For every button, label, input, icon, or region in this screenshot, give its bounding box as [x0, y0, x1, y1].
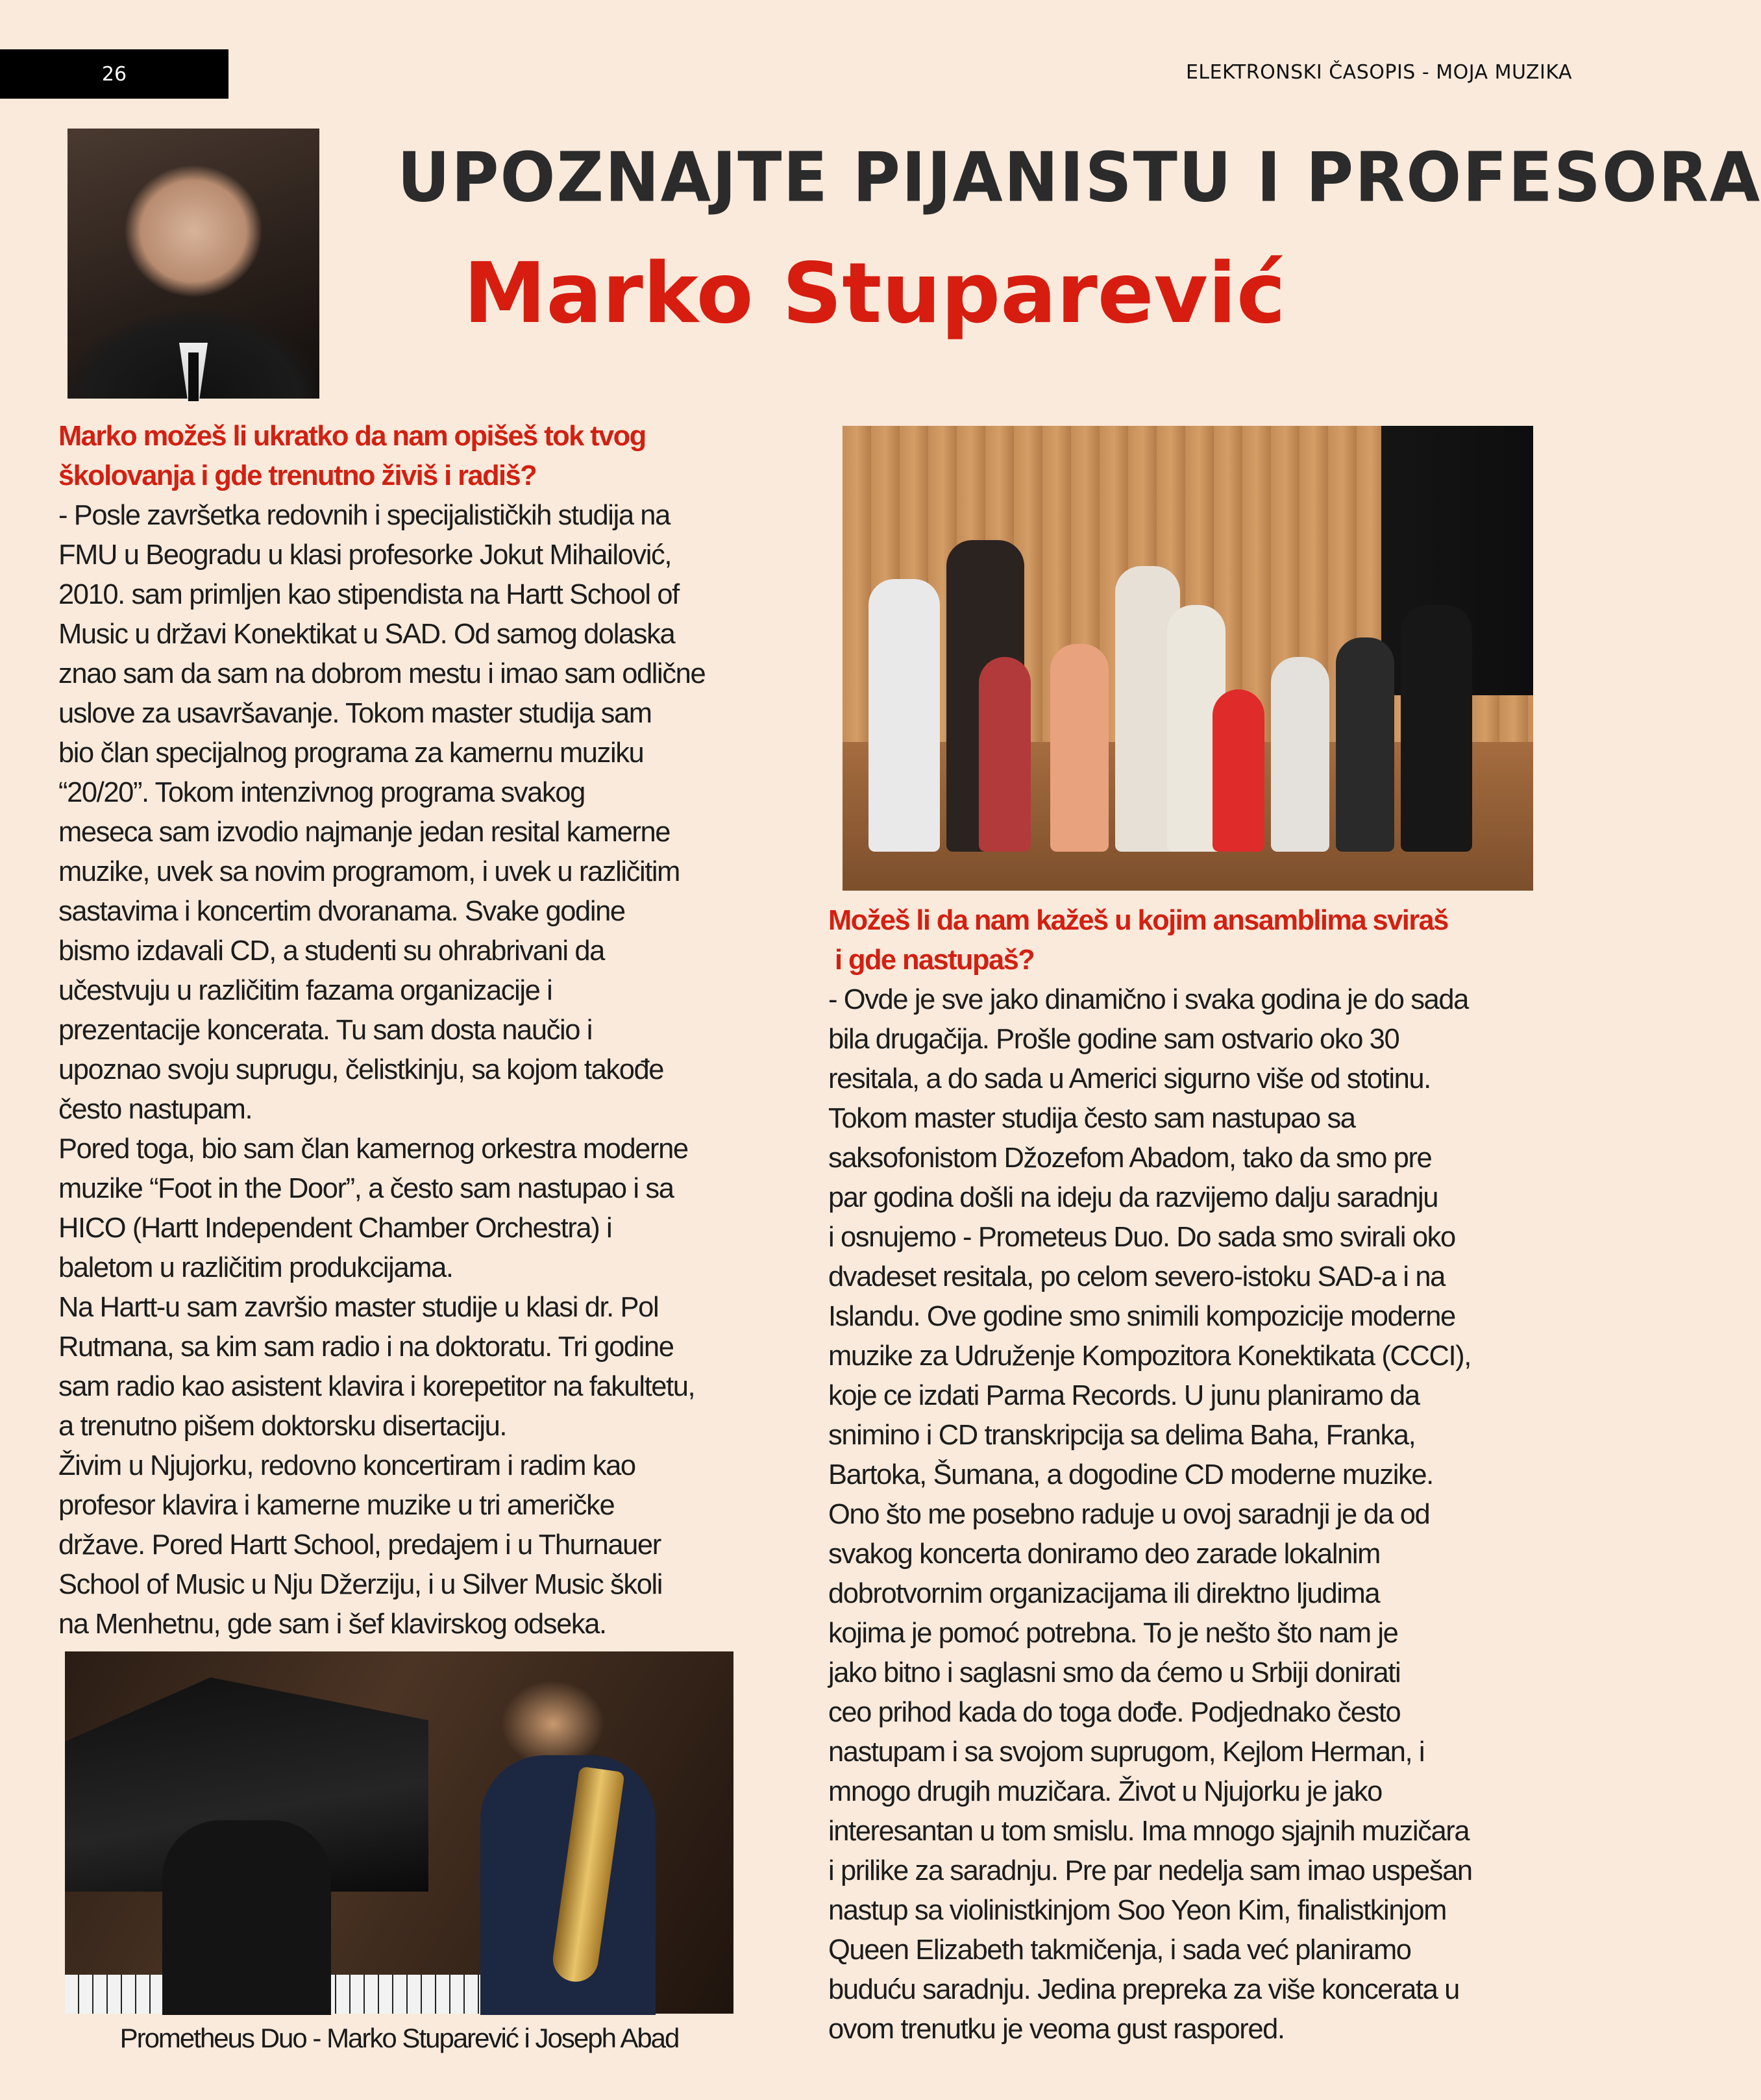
question-line: Marko možeš li ukratko da nam opišeš tok tvog — [58, 421, 646, 452]
answer-line: muzike za Udruženje Kompozitora Konektikata (CCCI), — [828, 1340, 1471, 1372]
answer-line: - Posle završetka redovnih i specijalističkih studija na — [58, 500, 670, 531]
answer-line: Bartoka, Šumana, a dogodine CD moderne muzike. — [828, 1459, 1433, 1490]
answer-line: ovom trenutku je veoma gust raspored. — [828, 2014, 1285, 2045]
question-line: i gde nastupaš? — [835, 945, 1035, 976]
question-education — [58, 417, 824, 496]
answer-line: svakog koncerta doniramo deo zarade lokalnim — [828, 1538, 1380, 1570]
answer-line: profesor klavira i kamerne muzike u tri američke — [58, 1490, 615, 1521]
answer-line: a trenutno pišem doktorsku disertaciju. — [58, 1411, 507, 1442]
answer-line: sam radio kao asistent klavira i korepetitor na fakultetu, — [58, 1371, 695, 1402]
answer-line: baletom u različitim produkcijama. — [58, 1252, 453, 1283]
answer-ensembles — [828, 980, 1594, 2049]
answer-line: buduću saradnju. Jedina prepreka za više koncerata u — [828, 1974, 1459, 2005]
answer-education — [58, 496, 824, 1644]
students-group-photo — [843, 426, 1533, 891]
answer-line: jako bitno i saglasni smo da ćemo u Srbiji donirati — [828, 1657, 1401, 1688]
answer-line: interesantan u tom smislu. Ima mnogo sjajnih muzičara — [828, 1816, 1470, 1847]
answer-line: HICO (Hartt Independent Chamber Orchestra) i — [58, 1213, 612, 1244]
answer-line: učestvuju u različitim fazama organizacije i — [58, 975, 552, 1006]
prometheus-duo-photo — [65, 1651, 733, 2014]
question-line: školovanja i gde trenutno živiš i radiš? — [58, 460, 537, 491]
answer-line: uslove za usavršavanje. Tokom master studija sam — [58, 698, 652, 729]
answer-line: bila drugačija. Prošle godine sam ostvario oko 30 — [828, 1024, 1399, 1055]
answer-line: države. Pored Hartt School, predajem i u Thurnauer — [58, 1529, 661, 1561]
answer-line: Na Hartt-u sam završio master studije u klasi dr. Pol — [58, 1292, 659, 1323]
answer-line: i osnujemo - Prometeus Duo. Do sada smo svirali oko — [828, 1222, 1455, 1253]
answer-line: School of Music u Nju Džerziju, i u Silver Music školi — [58, 1569, 663, 1600]
answer-line: meseca sam izvodio najmanje jedan resital kamerne — [58, 817, 671, 848]
answer-line: kojima je pomoć potrebna. To je nešto što nam je — [828, 1618, 1398, 1649]
answer-line: bio član specijalnog programa za kamernu muziku — [58, 737, 644, 769]
answer-line: mnogo drugih muzičara. Život u Njujorku je jako — [828, 1776, 1382, 1807]
photo-caption: Prometheus Duo - Marko Stuparević i Joseph Abad — [119, 2023, 679, 2053]
answer-line: par godina došli na ideju da razvijemo dalju saradnju — [828, 1182, 1438, 1213]
page-number: 26 — [0, 49, 228, 99]
question-line: Možeš li da nam kažeš u kojim ansamblima sviraš — [828, 905, 1448, 936]
answer-line: saksofonistom Džozefom Abadom, tako da smo pre — [828, 1143, 1432, 1174]
answer-line: Pored toga, bio sam član kamernog orkestra moderne — [58, 1133, 688, 1165]
answer-line: Rutmana, sa kim sam radio i na doktoratu. Tri godine — [58, 1331, 674, 1363]
answer-line: koje ce izdati Parma Records. U junu planiramo da — [828, 1380, 1420, 1411]
answer-line: bismo izdavali CD, a studenti su ohrabrivani da — [58, 935, 604, 967]
left-column — [58, 417, 824, 1644]
answer-line: često nastupam. — [58, 1094, 252, 1125]
question-ensembles — [828, 901, 1594, 980]
answer-line: nastupam i sa svojom suprugom, Kejlom Herman, i — [828, 1736, 1425, 1768]
answer-line: dvadeset resitala, po celom severo-istoku SAD-a i na — [828, 1261, 1445, 1292]
answer-line: muzike, uvek sa novim programom, i uvek u različitim — [58, 856, 680, 887]
answer-line: i prilike za saradnju. Pre par nedelja sam imao uspešan — [828, 1855, 1472, 1886]
answer-line: sastavima i koncertim dvoranama. Svake godine — [58, 896, 625, 927]
right-column — [828, 901, 1594, 2049]
answer-line: nastup sa violinistkinjom Soo Yeon Kim, finalistkinjom — [828, 1895, 1447, 1926]
answer-line: na Menhetnu, gde sam i šef klavirskog odseka. — [58, 1609, 606, 1640]
portrait-photo — [68, 129, 319, 399]
answer-line: upoznao svoju suprugu, čelistkinju, sa kojom takođe — [58, 1054, 664, 1085]
answer-line: Islandu. Ove godine smo snimili kompozicije moderne — [828, 1301, 1455, 1332]
answer-line: znao sam da sam na dobrom mestu i imao sam odlične — [58, 658, 706, 689]
page-title: UPOZNAJTE PIJANISTU I PROFESORA — [397, 138, 1761, 217]
answer-line: Živim u Njujorku, redovno koncertiram i radim kao — [58, 1450, 635, 1481]
magazine-name: ELEKTRONSKI ČASOPIS - MOJA MUZIKA — [1185, 61, 1572, 84]
person-name: Marko Stuparević — [463, 245, 1286, 342]
answer-line: FMU u Beogradu u klasi profesorke Jokut Mihailović, — [58, 539, 672, 571]
answer-line: Queen Elizabeth takmičenja, i sada već planiramo — [828, 1934, 1411, 1966]
answer-line: - Ovde je sve jako dinamično i svaka godina je do sada — [828, 984, 1468, 1015]
answer-line: ceo prihod kada do toga dođe. Podjednako često — [828, 1697, 1401, 1728]
answer-line: Ono što me posebno raduje u ovoj saradnji je da od — [828, 1499, 1430, 1530]
answer-line: muzike “Foot in the Door”, a često sam nastupao i sa — [58, 1173, 674, 1204]
answer-line: “20/20”. Tokom intenzivnog programa svakog — [58, 777, 585, 808]
answer-line: dobrotvornim organizacijama ili direktno ljudima — [828, 1578, 1380, 1609]
answer-line: Tokom master studija često sam nastupao sa — [828, 1103, 1355, 1134]
answer-line: prezentacije koncerata. Tu sam dosta naučio i — [58, 1015, 592, 1046]
answer-line: snimino i CD transkripcija sa delima Baha, Franka, — [828, 1420, 1416, 1451]
answer-line: 2010. sam primljen kao stipendista na Hartt School of — [58, 579, 679, 610]
answer-line: resitala, a do sada u Americi sigurno više od stotinu. — [828, 1063, 1431, 1094]
answer-line: Music u državi Konektikat u SAD. Od samog dolaska — [58, 619, 675, 650]
